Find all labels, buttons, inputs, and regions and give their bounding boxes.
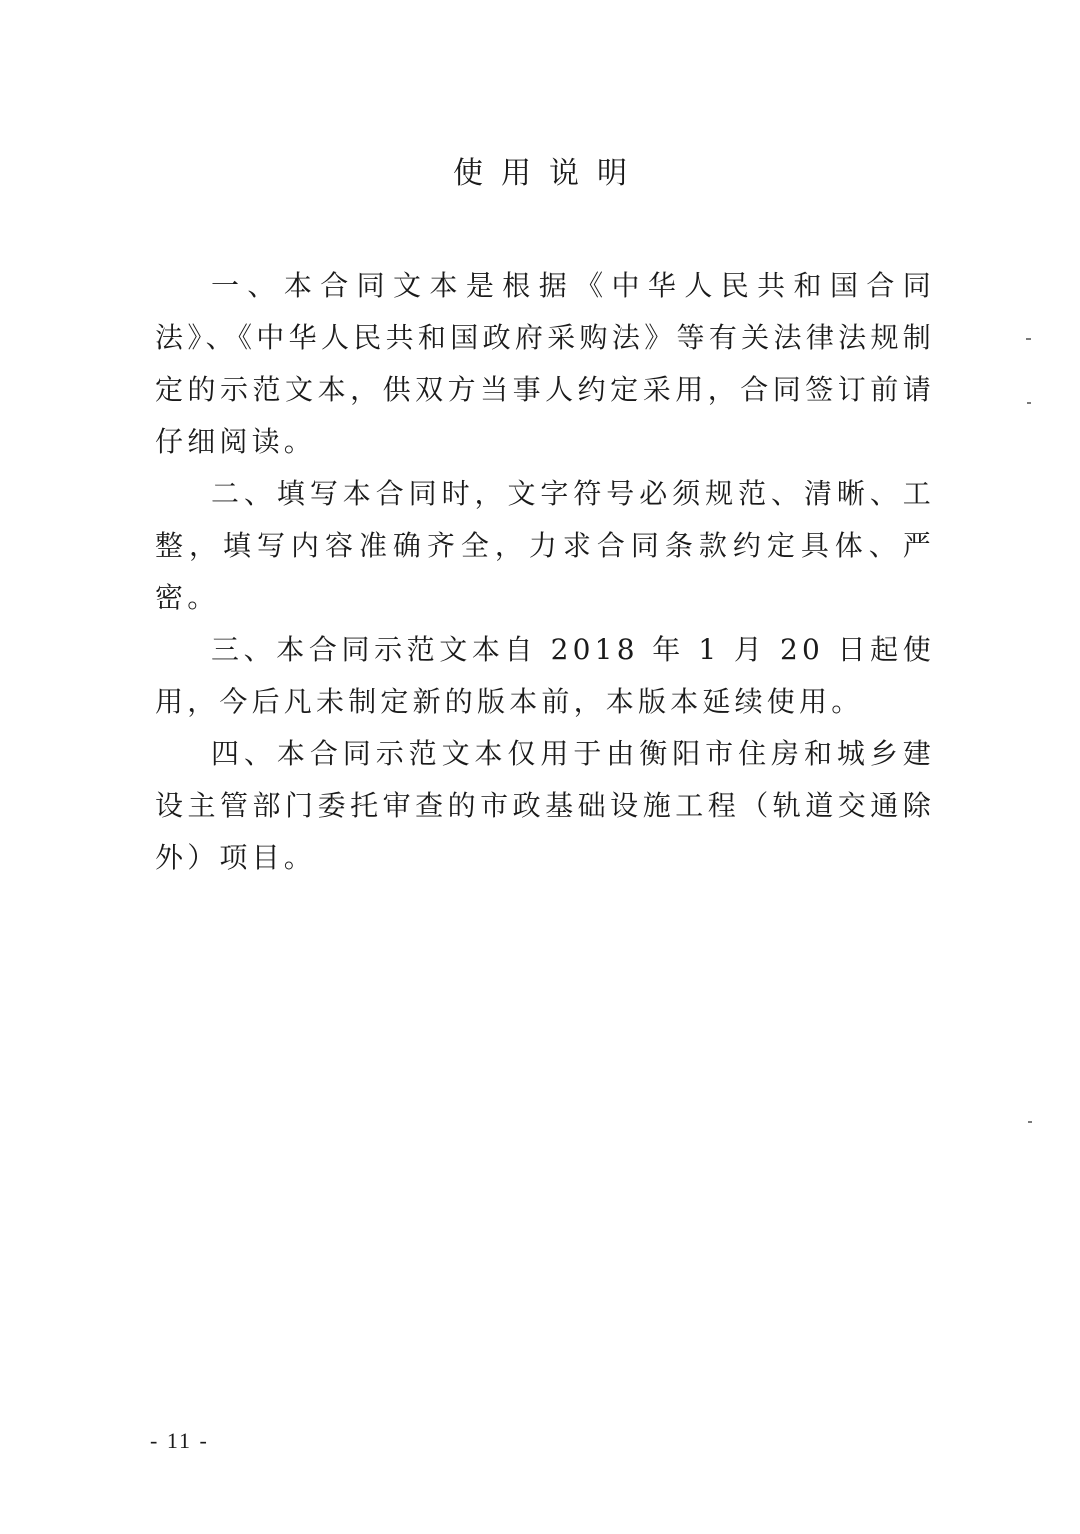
document-body <box>155 260 935 884</box>
paragraph-4: 四、本合同示范文本仅用于由衡阳市住房和城乡建设主管部门委托审查的市政基础设施工程（轨道交通除外）项目。 <box>155 737 935 874</box>
page-number: - 11 - <box>150 1428 209 1453</box>
scan-mark <box>1027 402 1031 404</box>
paragraph-2: 二、填写本合同时，文字符号必须规范、清晰、工整，填写内容准确齐全，力求合同条款约定具体、严密。 <box>155 477 935 614</box>
scan-mark <box>1028 1121 1032 1123</box>
paragraph-3: 三、本合同示范文本自 2018 年 1 月 20 日起使用，今后凡未制定新的版本前，本版本延续使用。 <box>155 633 935 718</box>
scan-mark <box>1026 338 1031 340</box>
page-title: 使用说明 <box>453 156 645 191</box>
paragraph-1: 一、本合同文本是根据《中华人民共和国合同法》、《中华人民共和国政府采购法》等有关法律法规制定的示范文本，供双方当事人约定采用，合同签订前请仔细阅读。 <box>155 269 935 458</box>
